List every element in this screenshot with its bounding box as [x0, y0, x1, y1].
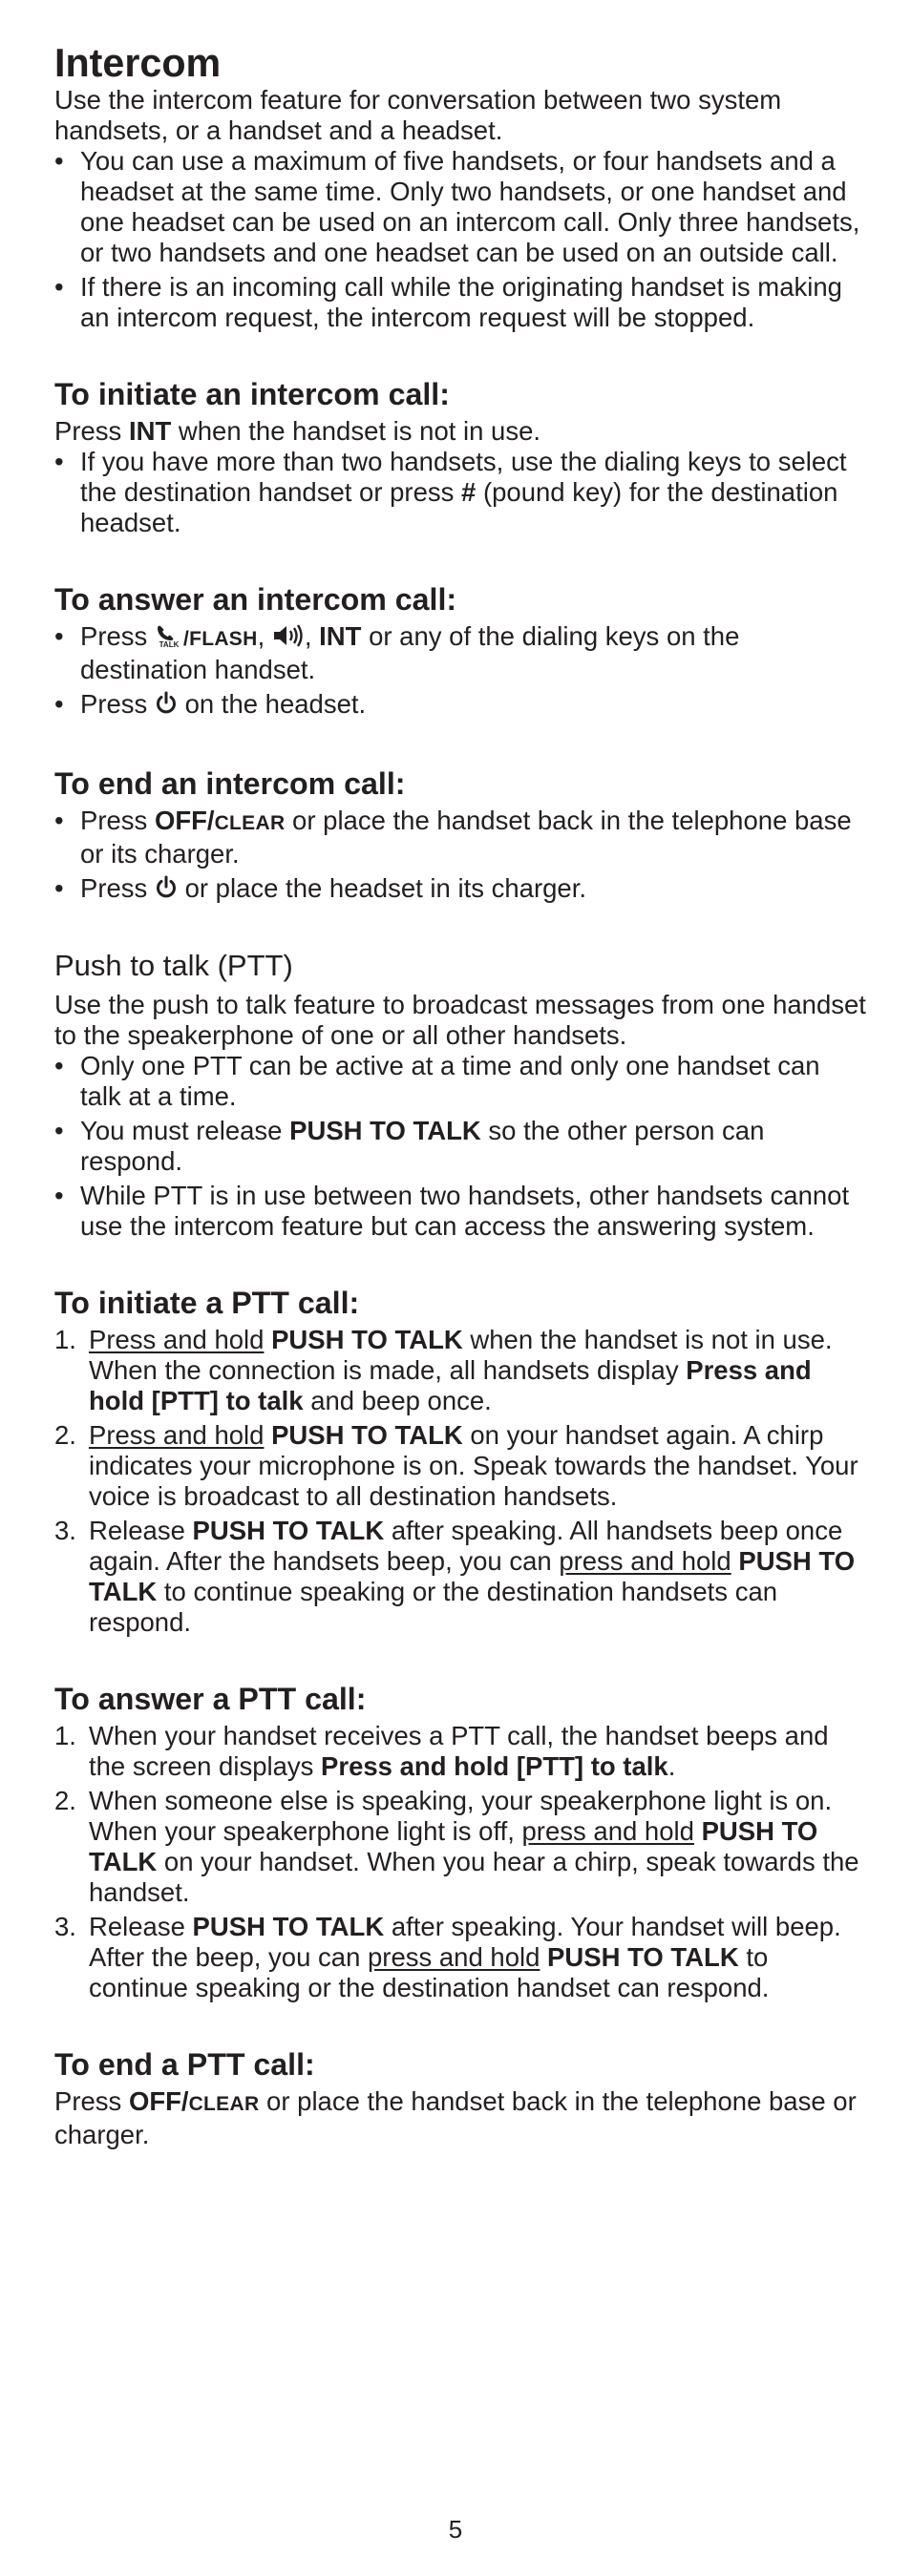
list-item: • You can use a maximum of five handsets, or four handsets and a headset at the same time. Only two handsets, or one handset and one headset can be used on an intercom call. Only three handsets, or two handsets and one headset can be used on an outside call. [54, 146, 860, 267]
key-push-to-talk: PUSH TO TALK [547, 1942, 739, 1972]
phone-handset-icon [155, 623, 183, 655]
heading-intercom: Intercom [54, 41, 222, 85]
section-answer-intercom [54, 584, 866, 723]
section-initiate-intercom [54, 379, 866, 538]
key-clear: CLEAR [188, 2093, 260, 2115]
page-number: 5 [448, 2515, 463, 2544]
section-end-intercom [54, 768, 866, 907]
key-push-to-talk: PUSH TO TALK [271, 1420, 463, 1450]
key-off: OFF/ [154, 806, 215, 835]
ptt-notes [54, 1051, 866, 1242]
bullet-marker: • [54, 873, 64, 903]
power-icon [155, 875, 178, 907]
list-item: • Press on the headset. [54, 689, 866, 723]
section-answer-ptt [54, 1684, 866, 2003]
step-number: 2. [54, 1786, 76, 1815]
key-push-to-talk: PUSH TO TALK [192, 1516, 385, 1545]
screen-display-text: Press and hold [PTT] to talk [89, 1355, 812, 1415]
key-int: INT [128, 416, 172, 446]
step-number: 1. [54, 1721, 76, 1750]
key-flash: /FLASH [182, 628, 258, 650]
key-push-to-talk: PUSH TO TALK [271, 1325, 463, 1354]
speakerphone-icon [272, 623, 305, 655]
intercom-intro: Use the intercom feature for conversation between two system handsets, or a handset and a headset. [54, 85, 782, 145]
key-int: INT [319, 621, 362, 651]
list-item: • You must release PUSH TO TALK so the other person can respond. [54, 1116, 765, 1176]
section-end-ptt [54, 2049, 866, 2150]
step-number: 2. [54, 1420, 76, 1450]
section-ptt [54, 949, 866, 1242]
list-item: • Only one PTT can be active at a time and only one handset can talk at a time. [54, 1051, 820, 1111]
list-item: • If you have more than two handsets, use the dialing keys to select the destination handset or press # (pound key) for the destination headset. [54, 447, 847, 537]
bullet-marker: • [54, 1181, 64, 1210]
key-pound: # [461, 477, 477, 507]
list-item: • If there is an incoming call while the originating handset is making an intercom request, the intercom request will be stopped. [54, 272, 842, 332]
intercom-notes [54, 146, 866, 333]
heading-initiate-intercom: To initiate an intercom call: [54, 377, 450, 411]
bullet-marker: • [54, 621, 64, 651]
end-intercom-steps [54, 806, 866, 907]
bullet-marker: • [54, 447, 64, 476]
screen-display-text: Press and hold [PTT] to talk [321, 1751, 668, 1781]
key-push-to-talk: PUSH TO TALK [192, 1912, 385, 1941]
heading-initiate-ptt: To initiate a PTT call: [54, 1286, 360, 1320]
list-item: • While PTT is in use between two handsets, other handsets cannot use the intercom feature but can access the answering system. [54, 1181, 850, 1241]
list-item: 1. Press and hold PUSH TO TALK when the handset is not in use. When the connection is made, all handsets display Press and hold [PTT] to talk and beep once. [54, 1325, 833, 1415]
list-item: • Press TALK /FLASH, , INT or any of the dialing keys on the destination handset. [54, 621, 740, 684]
list-item: 1. When your handset receives a PTT call, the handset beeps and the screen displays Press and hold [PTT] to talk. [54, 1721, 829, 1781]
bullet-marker: • [54, 272, 64, 302]
answer-ptt-steps [54, 1721, 866, 2003]
answer-intercom-steps [54, 621, 866, 723]
list-item: 3. Release PUSH TO TALK after speaking. Your handset will beep. After the beep, you can press and hold PUSH TO TALK to continue speaking or the destination handset can respond. [54, 1912, 841, 2002]
step-number: 3. [54, 1912, 76, 1941]
bullet-marker: • [54, 1051, 64, 1080]
key-push-to-talk: PUSH TO TALK [289, 1116, 481, 1145]
bullet-marker: • [54, 146, 64, 176]
step-number: 1. [54, 1325, 76, 1354]
talk-label: TALK [159, 640, 180, 648]
section-intercom [54, 41, 866, 333]
heading-answer-ptt: To answer a PTT call: [54, 1682, 367, 1716]
list-item: • Press OFF/CLEAR or place the handset back in the telephone base or its charger. [54, 806, 852, 869]
manual-page [54, 41, 866, 2150]
heading-answer-intercom: To answer an intercom call: [54, 582, 457, 617]
section-initiate-ptt [54, 1288, 866, 1638]
heading-end-intercom: To end an intercom call: [54, 766, 406, 801]
key-push-to-talk: PUSH TO TALK [89, 1816, 818, 1876]
list-item: 3. Release PUSH TO TALK after speaking. All handsets beep once again. After the handsets beep, you can press and hold PUSH TO TALK to continue speaking or the destination handsets can respond. [54, 1516, 856, 1637]
step-number: 3. [54, 1516, 76, 1545]
heading-end-ptt: To end a PTT call: [54, 2047, 315, 2082]
key-clear: CLEAR [214, 812, 286, 834]
bullet-marker: • [54, 806, 64, 835]
end-ptt-text: Press OFF/CLEAR or place the handset back in the telephone base or charger. [54, 2086, 857, 2149]
power-icon [155, 691, 178, 723]
bullet-marker: • [54, 1116, 64, 1145]
key-push-to-talk: PUSH TO TALK [89, 1546, 856, 1606]
initiate-intercom-text: Press INT when the handset is not in use. [54, 416, 541, 446]
key-off: OFF/ [128, 2086, 189, 2116]
initiate-ptt-steps [54, 1325, 866, 1638]
bullet-marker: • [54, 689, 64, 719]
list-item: 2. When someone else is speaking, your speakerphone light is on. When your speakerphone light is off, press and hold PUSH TO TALK on your handset. When you hear a chirp, speak towards the handset. [54, 1786, 859, 1907]
initiate-intercom-notes [54, 447, 866, 538]
list-item: 2. Press and hold PUSH TO TALK on your handset again. A chirp indicates your microphone is on. Speak towards the handset. Your voice is broadcast to all destination handsets. [54, 1420, 858, 1511]
list-item: • Press or place the headset in its charger. [54, 873, 866, 907]
ptt-intro: Use the push to talk feature to broadcast messages from one handset to the speakerphone of one or all other handsets. [54, 990, 866, 1050]
heading-ptt: Push to talk (PTT) [54, 949, 293, 982]
